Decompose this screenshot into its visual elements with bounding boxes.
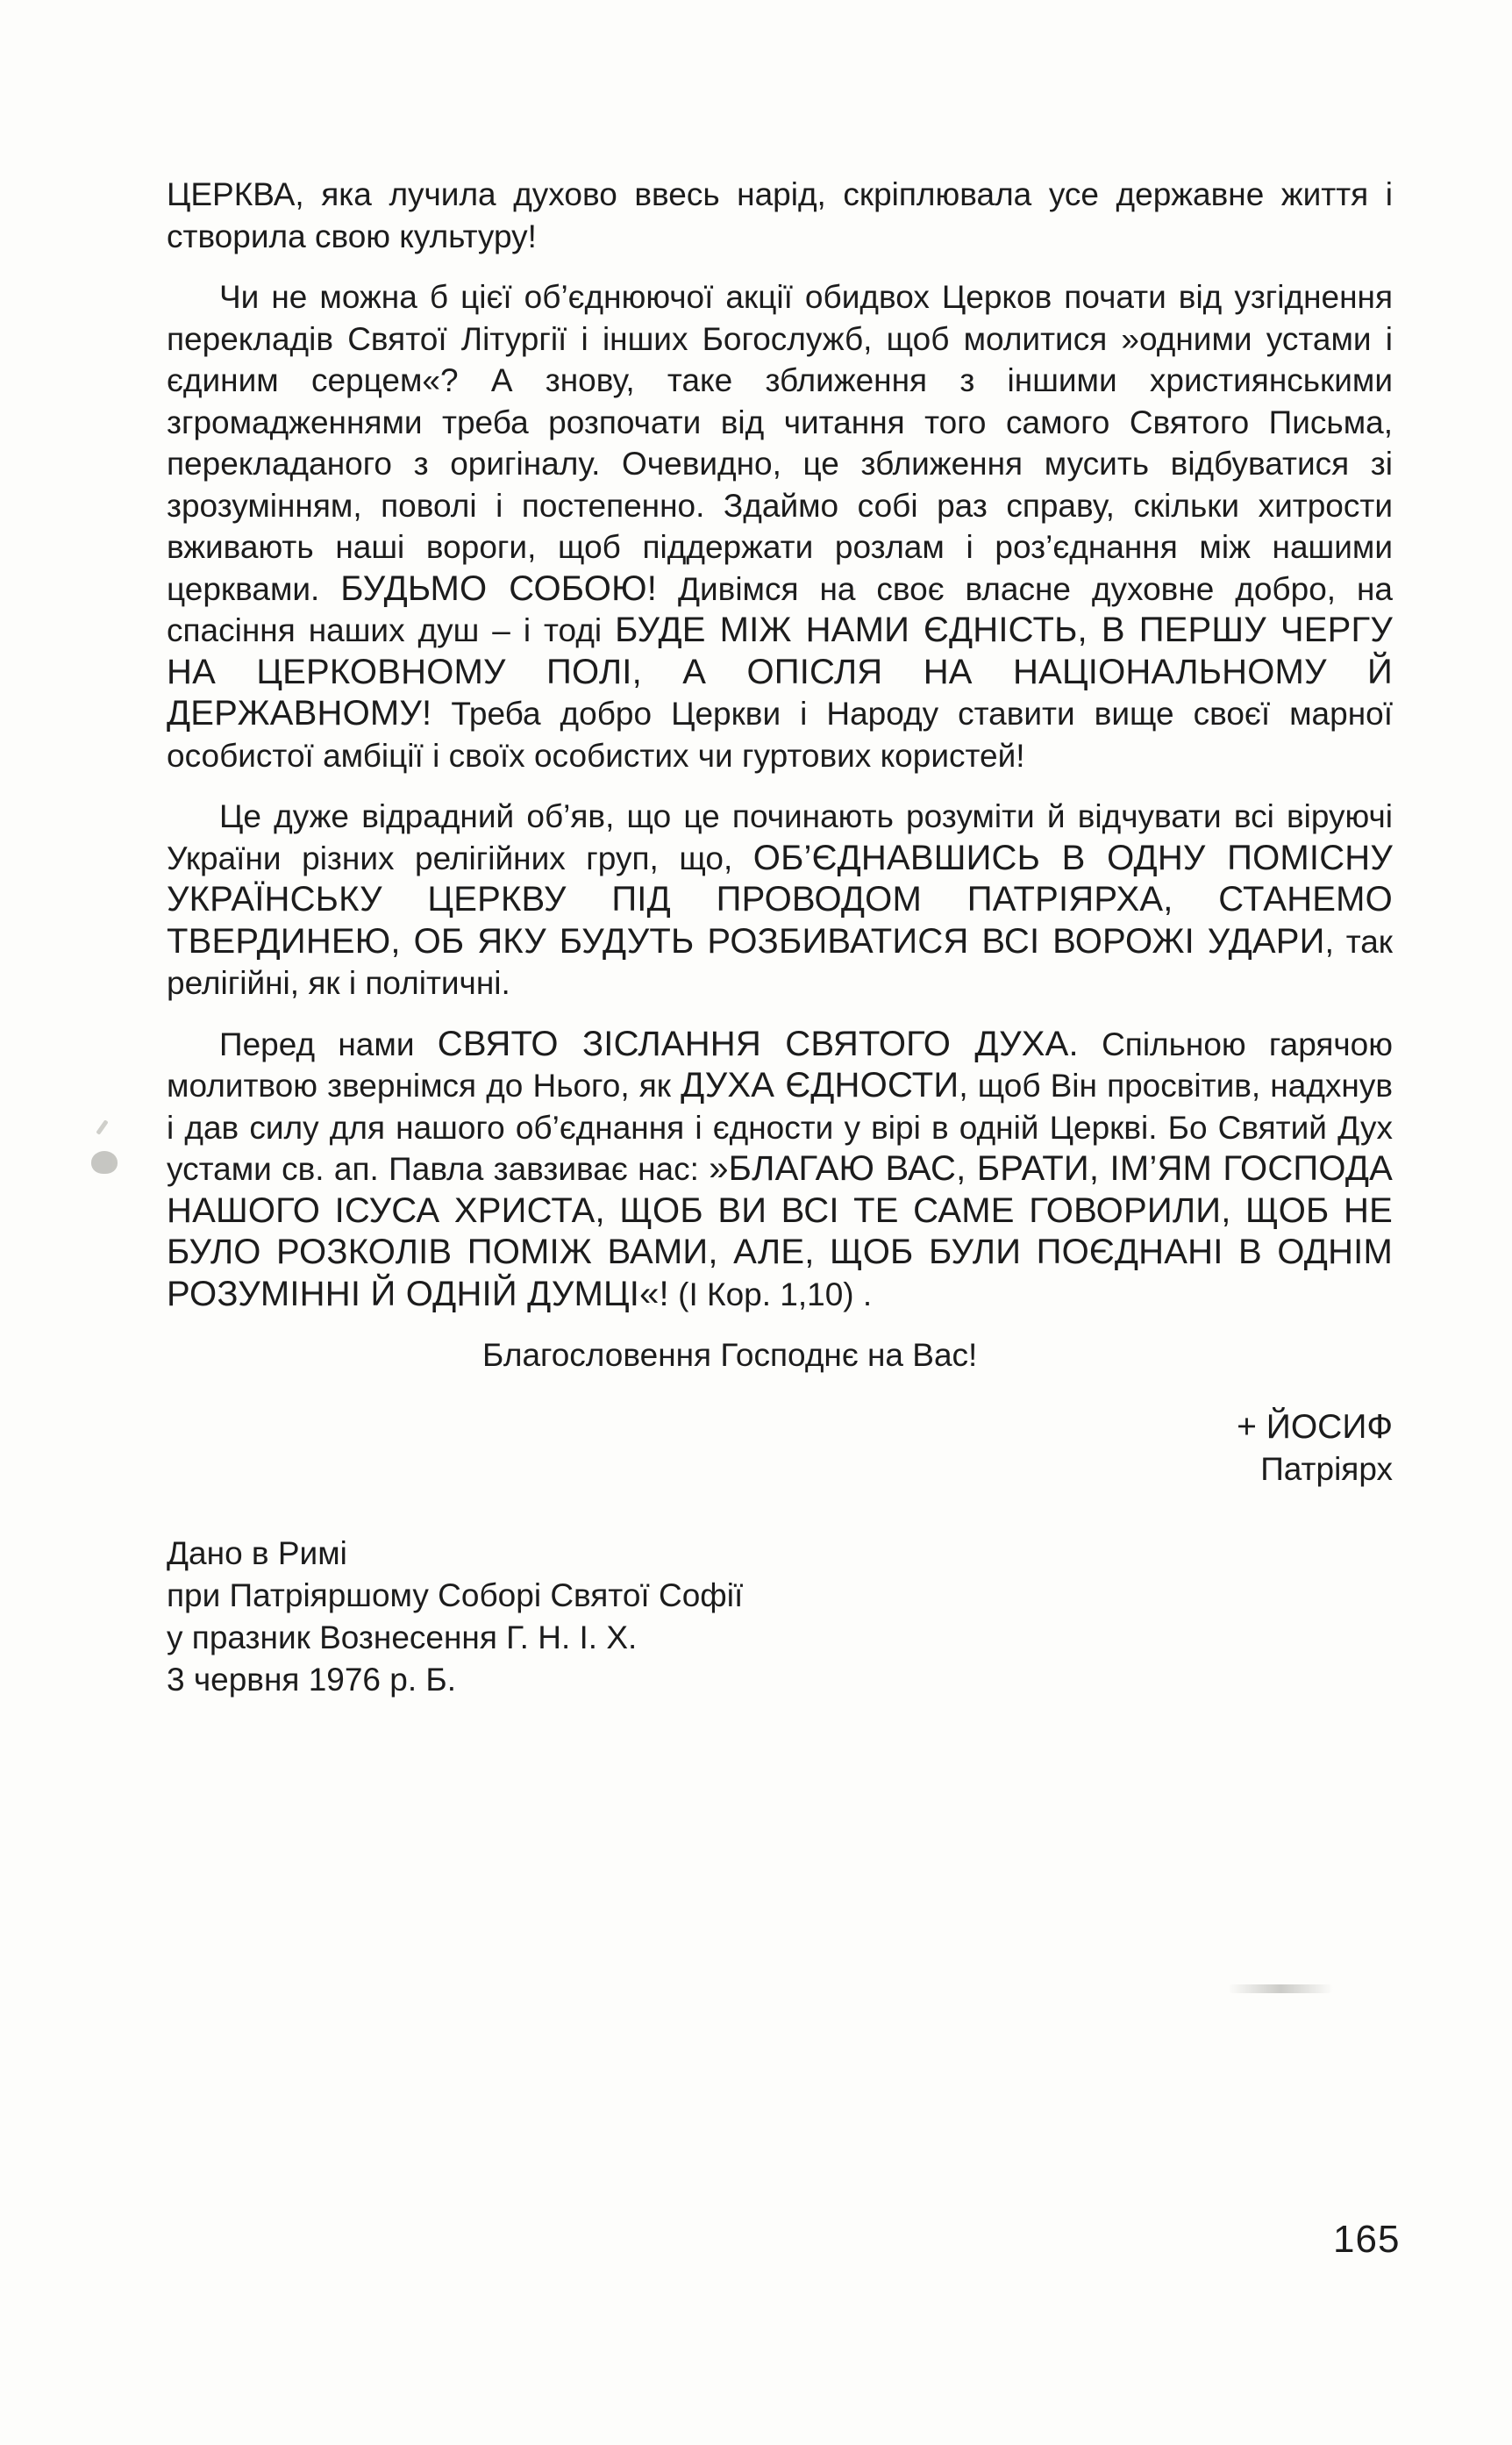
dated-block (167, 1533, 1393, 1701)
paragraph-1-text: ЦЕРКВА, яка лучила духово ввесь нарід, скріплювала усе державне життя і створила свою культуру! (167, 176, 1393, 254)
paragraph-2 (167, 276, 1393, 776)
paragraph-4-caps-a: СВЯТО ЗІСЛАННЯ СВЯТОГО ДУХА. (437, 1024, 1079, 1063)
signature-title: Патріярх (1260, 1450, 1393, 1487)
paragraph-2-text-c: Треба добро Церкви і Народу ставити вище своєї марної особистої амбіції і своїх особистих чи гуртових користей! (167, 696, 1393, 774)
paragraph-4-text-b: Спільною гарячою молитвою звернімся до Нього, як (167, 1026, 1393, 1104)
paragraph-3 (167, 796, 1393, 1004)
paragraph-2-caps-b: БУДЕ МІЖ НАМИ ЄДНІСТЬ, В ПЕРШУ ЧЕРГУ НА ЦЕРКОВНОМУ ПОЛІ, А ОПІСЛЯ НА НАЦІОНАЛЬНОМУ Й ДЕРЖАВНОМУ! (167, 611, 1394, 733)
paragraph-2-text-b: Дивімся на своє власне духовне добро, на спасіння наших душ – і тоді (167, 570, 1393, 648)
page-number: 165 (1333, 2218, 1401, 2261)
paragraph-2-caps-a: БУДЬМО СОБОЮ! (340, 568, 658, 608)
paragraph-4-caps-b: ДУХА ЄДНОСТИ (681, 1066, 959, 1105)
paragraph-4-text-d: (І Кор. 1,10) . (668, 1276, 873, 1312)
paragraph-2-text-a: Чи не можна б цієї об’єднюючої акції обидвох Церков почати від узгіднення перекладів Святої Літургії і інших Богослужб, щоб молитися »одними устами і єдиним серцем«? А знову, таке зближення з іншими християнськими згромадженнями треба розпочати від читання того самого Святого Письма, перекладаного з оригіналу. Очевидно, це зближення мусить відбуватися зі зрозумінням, поволі і постепенно. Здаймо собі раз справу, скільки хитрости вживають наші вороги, щоб піддержати розлам і роз’єднання між нашими церквами. (167, 279, 1393, 607)
signature-block (167, 1406, 1393, 1491)
signature-name: + ЙОСИФ (1237, 1407, 1393, 1446)
paragraph-4-text-a: Перед нами (219, 1026, 438, 1062)
paragraph-3-text-b: , так релігійні, як і політичні. (167, 923, 1393, 1001)
paper-smudge (1228, 1984, 1333, 1993)
dated-line-2: при Патріяршому Соборі Святої Софії (167, 1576, 744, 1613)
paragraph-4-text-c: , щоб Він просвітив, надхнув і дав силу для нашого об’єднання і єдности у вірі в одній Церкві. Бо Святий Дух устами св. ап. Павла завзиває нас: (167, 1068, 1393, 1187)
dated-line-4: 3 червня 1976 р. Б. (167, 1661, 456, 1698)
paragraph-3-caps: ОБ’ЄДНАВШИСЬ В ОДНУ ПОМІСНУ УКРАЇНСЬКУ ЦЕРКВУ ПІД ПРОВОДОМ ПАТРІЯРХА, СТАНЕМО ТВЕРДИНЕЮ, ОБ ЯКУ БУДУТЬ РОЗБИВАТИСЯ ВСІ ВОРОЖІ УДАРИ (167, 838, 1394, 961)
dated-line-1: Дано в Римі (167, 1534, 347, 1571)
letter-body (167, 174, 1393, 1701)
dated-line-3: у празник Вознесення Г. Н. І. Х. (167, 1619, 638, 1655)
blessing: Благословення Господнє на Вас! (482, 1337, 978, 1373)
paragraph-3-text-a: Це дуже відрадний об’яв, що це починають розуміти й відчувати всі віруючі України різних релігійних груп, що, (167, 798, 1393, 876)
paragraph-4 (167, 1024, 1393, 1316)
paragraph-4-caps-c: »БЛАГАЮ ВАС, БРАТИ, ІМ’ЯМ ГОСПОДА НАШОГО ІСУСА ХРИСТА, ЩОБ ВИ ВСІ ТЕ САМЕ ГОВОРИЛИ, ЩОБ НЕ БУЛО РОЗКОЛІВ ПОМІЖ ВАМИ, АЛЕ, ЩОБ БУЛИ ПОЄДНАНІ В ОДНІМ РОЗУМІННІ Й ОДНІЙ ДУМЦІ«! (167, 1149, 1393, 1313)
paragraph-1 (167, 174, 1393, 257)
paragraphs (167, 174, 1393, 1315)
margin-ink-mark (91, 1151, 118, 1174)
